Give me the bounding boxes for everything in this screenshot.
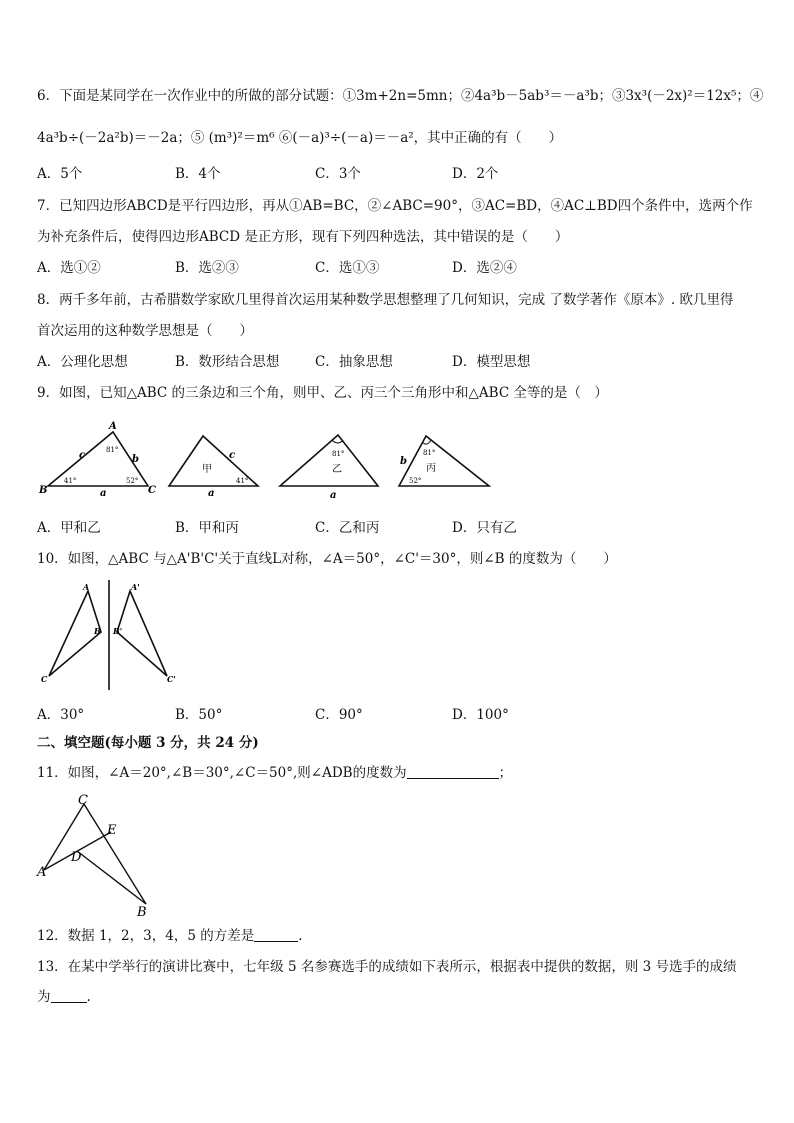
- q13-line2: [37, 987, 767, 1007]
- q11-label-B: B: [137, 905, 147, 920]
- triangle-abc: [38, 421, 156, 499]
- angle-a: 81°: [106, 446, 119, 454]
- q9-option-b[interactable]: B．甲和丙: [175, 520, 239, 536]
- q10-label-C: C: [41, 674, 48, 684]
- label-jia-a: a: [208, 488, 215, 499]
- q6-options: [37, 164, 767, 184]
- q6-line2: 4a³b÷(－2a²b)＝－2a；⑤ (m³)²＝m⁶ ⑥(－a)³÷(－a)＝－a²，其中正确的有（ ）: [37, 130, 563, 146]
- q9-option-a[interactable]: A．甲和乙: [37, 520, 101, 536]
- angle-jia: 41°: [236, 477, 249, 485]
- q12-line1: [37, 926, 767, 946]
- q8-line2: 首次运用的这种数学思想是（ ）: [37, 323, 253, 339]
- triangle-jia: [169, 436, 258, 499]
- q13-tail: .: [86, 989, 91, 1005]
- q6-option-d[interactable]: D．2个: [452, 166, 499, 182]
- q10-option-a[interactable]: A．30°: [37, 707, 85, 723]
- label-c: c: [79, 450, 86, 461]
- angle-c: 52°: [126, 477, 139, 485]
- q13-text: 为: [37, 989, 51, 1005]
- angle-b: 41°: [64, 477, 77, 485]
- label-C: C: [148, 485, 156, 496]
- q11-answer-blank[interactable]: [407, 764, 499, 779]
- q9-option-c[interactable]: C．乙和丙: [315, 520, 380, 536]
- q11-figure: [34, 792, 164, 922]
- q9-triangles-figure: [36, 418, 496, 500]
- q13-answer-blank[interactable]: [51, 988, 87, 1003]
- label-A: A: [109, 421, 117, 432]
- label-bing: 丙: [426, 463, 436, 474]
- q10-option-c[interactable]: C．90°: [315, 707, 363, 723]
- q11-line1: [37, 763, 767, 783]
- q10-label-A-prime: A': [131, 582, 140, 592]
- q8-option-d[interactable]: D．模型思想: [452, 354, 531, 370]
- q10-option-b[interactable]: B．50°: [175, 707, 223, 723]
- q6-option-a[interactable]: A．5个: [37, 166, 83, 182]
- q11-text: 11．如图，∠A＝20°,∠B＝30°,∠C＝50°,则∠ADB的度数为: [37, 765, 407, 781]
- label-B: B: [39, 485, 48, 496]
- label-jia-c: c: [229, 450, 236, 461]
- angle-yi: 81°: [332, 450, 345, 458]
- q11-tail: ；: [498, 765, 513, 781]
- q6-line1: 6．下面是某同学在一次作业中的所做的部分试题：①3m+2n=5mn；②4a³b－5ab³＝－a³b；③3x³(－2x)²＝12x⁵；④: [37, 88, 764, 104]
- angle-bing-top: 81°: [423, 449, 436, 457]
- q9-line1: 9．如图，已知△ABC 的三条边和三个角，则甲、乙、丙三个三角形中和△ABC 全等的是（ ）: [37, 385, 608, 401]
- q7-option-d[interactable]: D．选②④: [452, 260, 517, 276]
- q12-text: 12．数据 1，2，3，4，5 的方差是: [37, 928, 255, 944]
- label-yi: 乙: [332, 464, 342, 475]
- q10-symmetry-figure: [36, 580, 186, 692]
- label-b: b: [132, 454, 139, 465]
- q10-label-C-prime: C': [167, 674, 176, 684]
- q10-line1: 10．如图，△ABC 与△A'B'C'关于直线L对称，∠A＝50°，∠C'＝30°，则∠B 的度数为（ ）: [37, 551, 617, 567]
- angle-bing-bottom: 52°: [409, 477, 422, 485]
- q7-options: [37, 258, 767, 278]
- q9-options: [37, 518, 767, 538]
- q12-answer-blank[interactable]: [254, 927, 298, 942]
- q7-option-b[interactable]: B．选②③: [175, 260, 239, 276]
- q10-label-B-prime: B': [113, 626, 123, 636]
- q7-line1: 7．已知四边形ABCD是平行四边形，再从①AB=BC，②∠ABC=90°，③AC=BD，④AC⊥BD四个条件中，选两个作: [37, 198, 753, 214]
- label-bing-b: b: [400, 456, 407, 467]
- q8-option-c[interactable]: C．抽象思想: [315, 354, 393, 370]
- label-a: a: [100, 488, 107, 499]
- q7-option-a[interactable]: A．选①②: [37, 260, 101, 276]
- q6-option-b[interactable]: B．4个: [175, 166, 221, 182]
- q12-tail: .: [298, 928, 303, 944]
- q11-label-D: D: [71, 850, 82, 865]
- q10-label-B: B: [94, 626, 101, 636]
- q8-line1: 8．两千多年前，古希腊数学家欧几里得首次运用某种数学思想整理了几何知识，完成 了数学著作《原本》. 欧几里得: [37, 292, 734, 308]
- q7-option-c[interactable]: C．选①③: [315, 260, 380, 276]
- label-jia: 甲: [202, 464, 212, 475]
- q10-option-d[interactable]: D．100°: [452, 707, 509, 723]
- q10-options: [37, 705, 767, 725]
- q11-label-A: A: [37, 865, 47, 880]
- q10-label-A: A: [83, 582, 90, 592]
- q11-label-C: C: [78, 793, 88, 808]
- label-yi-a: a: [330, 490, 337, 500]
- triangle-abc-prime: [117, 591, 167, 676]
- q9-option-d[interactable]: D．只有乙: [452, 520, 517, 536]
- triangle-yi: [280, 435, 378, 500]
- section-title-fill-in: 二、填空题(每小题 3 分，共 24 分): [37, 735, 259, 751]
- triangle-bing: [399, 436, 489, 486]
- q6-option-c[interactable]: C．3个: [315, 166, 361, 182]
- q8-options: [37, 352, 767, 372]
- q13-line1: 13．在某中学举行的演讲比赛中，七年级 5 名参赛选手的成绩如下表所示，根据表中提供的数据，则 3 号选手的成绩: [37, 959, 737, 975]
- q8-option-a[interactable]: A．公理化思想: [37, 354, 128, 370]
- q8-option-b[interactable]: B．数形结合思想: [175, 354, 280, 370]
- q7-line2: 为补充条件后，使得四边形ABCD 是正方形，现有下列四种选法，其中错误的是（ ）: [37, 229, 569, 245]
- q11-label-E: E: [107, 823, 117, 838]
